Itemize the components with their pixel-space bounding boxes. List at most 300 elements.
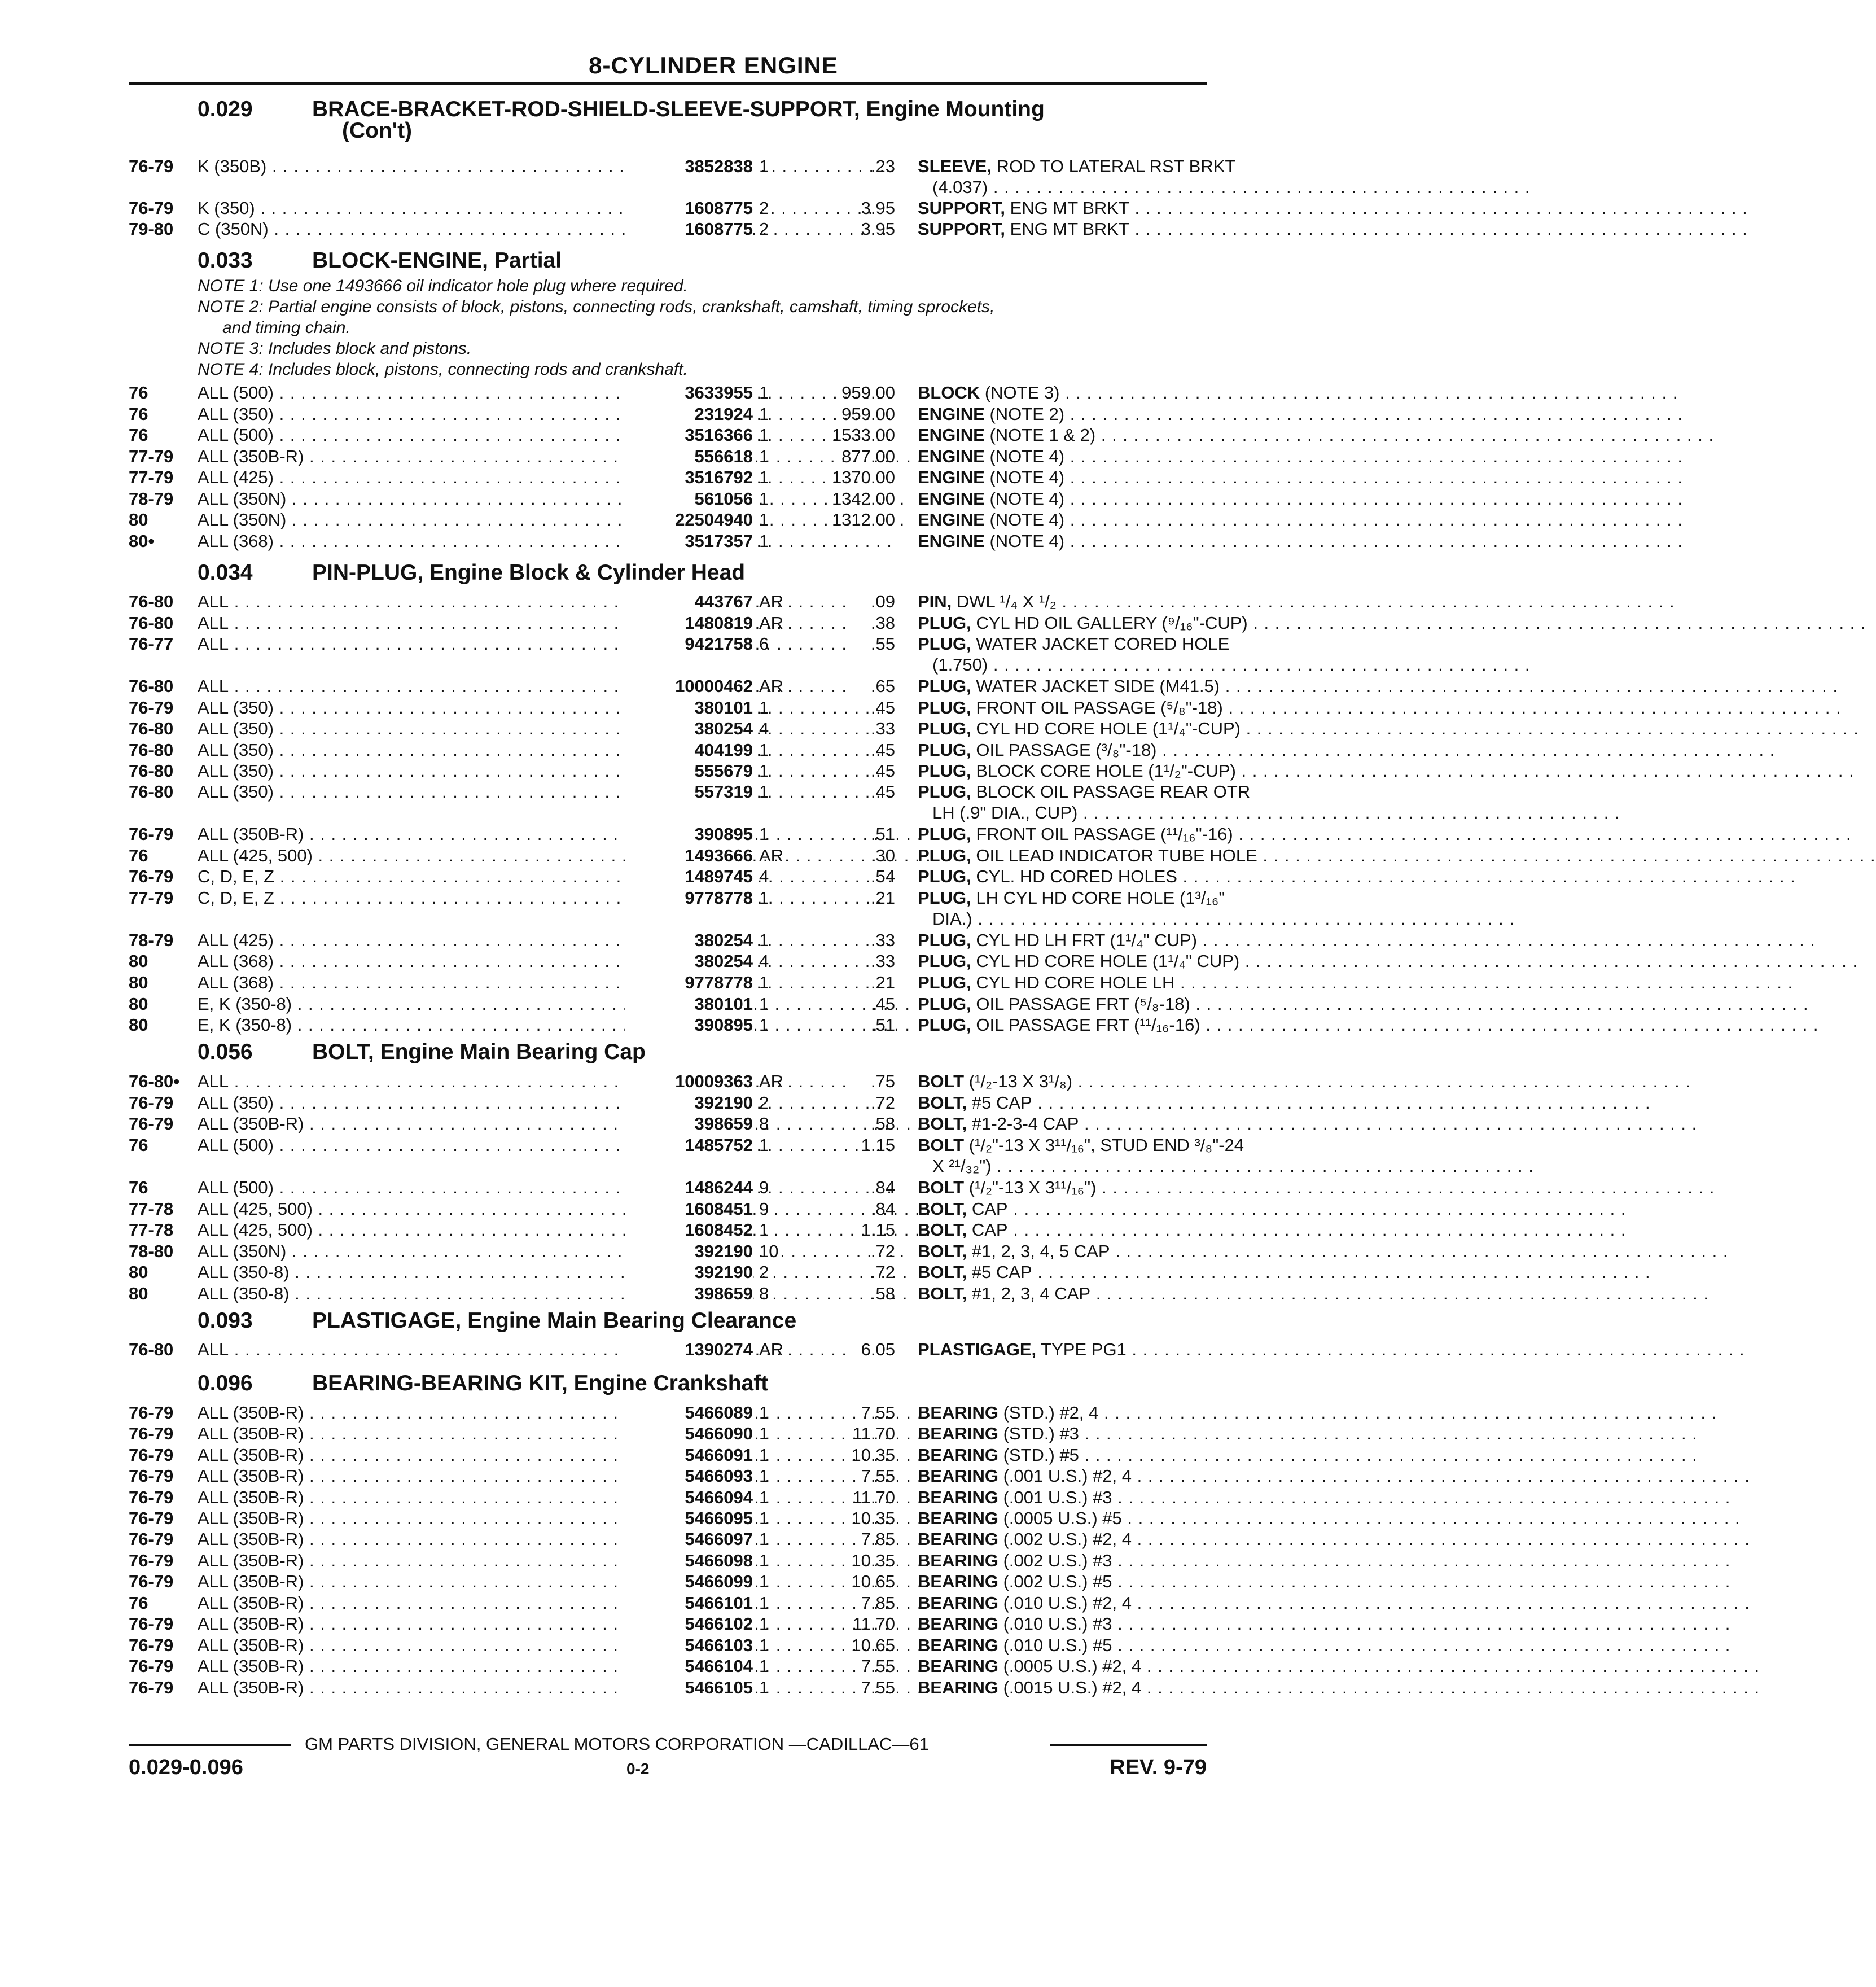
part-description — [918, 994, 1207, 1015]
model-year: 78-79 — [129, 930, 174, 950]
part-number: 380254 — [625, 718, 753, 739]
table-row-continuation — [129, 908, 1207, 930]
table-row — [129, 1198, 1207, 1220]
list-price: .58 — [870, 1284, 895, 1303]
quantity: 8 — [759, 1114, 769, 1133]
model-application: ALL (425, 500) . . . — [198, 1219, 628, 1241]
table-row-continuation — [129, 802, 1207, 824]
part-number: 231924 — [625, 404, 753, 425]
part-name: BEARING — [918, 1551, 998, 1570]
table-row — [129, 951, 1240, 972]
leader-dots — [1129, 219, 1748, 239]
table-row — [129, 1241, 1207, 1262]
footer-corporation: GM PARTS DIVISION, GENERAL MOTORS CORPORATION —CADILLAC—61 — [305, 1734, 929, 1754]
part-number: 392190 — [625, 1262, 753, 1283]
part-number: 5466090 — [625, 1423, 753, 1445]
part-name: PLUG, — [918, 761, 971, 781]
model-year: 80 — [129, 1015, 148, 1035]
part-description — [918, 845, 1257, 866]
table-row — [129, 718, 1241, 739]
quantity: AR — [759, 1071, 784, 1091]
part-number: 9778778 — [625, 972, 753, 994]
leader-dots — [1032, 1262, 1651, 1282]
part-detail: FRONT OIL PASSAGE (¹¹/₁₆"-16) — [971, 824, 1233, 844]
part-description — [918, 156, 1236, 177]
part-number: 404199 — [625, 739, 753, 761]
leader-dots — [1129, 198, 1748, 218]
part-detail: BLOCK OIL PASSAGE REAR OTR — [971, 782, 1251, 802]
footer-rule-right — [1050, 1744, 1207, 1746]
list-price: 1312.00 — [831, 510, 895, 529]
note-2: NOTE 2: Partial engine consists of block, pistons, connecting rods, crankshaft, camshaft, timing sprockets, — [198, 297, 995, 316]
leader-dots — [1132, 1593, 1750, 1613]
part-description — [918, 198, 1207, 219]
part-name: ENGINE — [918, 531, 985, 551]
model-application: ALL (350B-R) . . . — [198, 1550, 628, 1572]
leader-dots — [1241, 719, 1859, 738]
part-name: PLUG, — [918, 613, 971, 633]
part-number: 5466093 — [625, 1465, 753, 1487]
model-application: ALL (350B-R) . . . — [198, 1402, 628, 1424]
part-detail: CYL HD CORE HOLE (1¹/₄"-CUP) — [971, 719, 1241, 738]
quantity: 1 — [759, 1424, 769, 1443]
model-year: 76-77 — [129, 634, 174, 654]
list-price: 11.70 — [852, 1424, 895, 1443]
model-year: 76-80• — [129, 1071, 180, 1091]
part-name: BOLT, — [918, 1284, 967, 1303]
quantity: 2 — [759, 1093, 769, 1113]
model-year: 80 — [129, 1262, 148, 1282]
part-description — [918, 467, 1207, 488]
part-detail: (NOTE 4) — [984, 467, 1065, 487]
table-row — [129, 1014, 1207, 1036]
part-description — [918, 1092, 1207, 1114]
leader-dots — [1072, 1071, 1691, 1091]
section-number: 0.096 — [198, 1371, 253, 1395]
part-number: 5466102 — [625, 1613, 753, 1635]
leader-dots — [1064, 447, 1683, 466]
part-detail: (NOTE 4) — [984, 531, 1065, 551]
section-title: PLASTIGAGE, Engine Main Bearing Clearance — [312, 1308, 797, 1333]
part-detail: WATER JACKET SIDE (M41.5) — [971, 676, 1220, 696]
part-number: 3633955 — [625, 382, 753, 404]
model-year: 76-79 — [129, 1572, 174, 1591]
part-description — [918, 1487, 1207, 1508]
part-name: BOLT, — [918, 1114, 967, 1133]
part-number: 5466094 — [625, 1487, 753, 1508]
section-continued: (Con't) — [342, 119, 413, 143]
table-row — [129, 1487, 1207, 1508]
model-application: ALL (368) . . . — [198, 951, 628, 972]
part-description — [918, 1241, 1207, 1262]
part-number: 380101 — [625, 994, 753, 1015]
leader-dots — [1141, 1656, 1760, 1676]
leader-dots — [1122, 1508, 1741, 1528]
part-number: 5466089 — [625, 1402, 753, 1424]
list-price: 7.55 — [861, 1678, 895, 1697]
model-year: 80 — [129, 510, 148, 529]
section-title: BEARING-BEARING KIT, Engine Crankshaft — [312, 1371, 769, 1395]
model-year: 76-79 — [129, 156, 174, 176]
model-application: ALL (350) . . . — [198, 404, 628, 425]
model-application: ALL (350B-R) . . . — [198, 1423, 628, 1445]
model-year: 76-79 — [129, 1529, 174, 1549]
part-number: 22504940 — [625, 509, 753, 531]
part-description — [918, 1656, 1207, 1677]
part-name: BOLT, — [918, 1093, 967, 1113]
quantity: AR — [759, 613, 784, 633]
part-description — [918, 887, 1225, 909]
list-price: 10.35 — [851, 1445, 895, 1465]
quantity: 10 — [759, 1241, 779, 1261]
model-application: E, K (350-8) . . . — [198, 994, 628, 1015]
section-number: 0.029 — [198, 97, 253, 121]
list-price: .75 — [870, 1071, 895, 1091]
model-year: 77-79 — [129, 447, 174, 466]
part-detail-continued: LH (.9" DIA., CUP) . . . — [932, 802, 1207, 824]
part-detail: FRONT OIL PASSAGE (⁵/₈"-18) — [971, 698, 1223, 717]
section-number: 0.093 — [198, 1308, 253, 1333]
part-name: BEARING — [918, 1635, 998, 1655]
part-detail: (¹/₂"-13 X 3¹¹/₁₆") — [964, 1178, 1097, 1197]
leader-dots — [1079, 1445, 1698, 1465]
quantity: 1 — [759, 930, 769, 950]
table-row — [129, 1592, 1207, 1614]
quantity: 1 — [759, 510, 769, 529]
model-application: ALL (368) . . . — [198, 972, 628, 994]
list-price: .65 — [870, 676, 895, 696]
part-name: SUPPORT, — [918, 219, 1006, 239]
header-rule — [129, 82, 1207, 85]
quantity: 1 — [759, 1015, 769, 1035]
part-number: 5466098 — [625, 1550, 753, 1572]
leader-dots — [1112, 1551, 1731, 1570]
part-detail-continued: DIA.) . . . — [932, 908, 1207, 930]
part-name: BEARING — [918, 1508, 998, 1528]
list-price: .45 — [870, 782, 895, 802]
model-application: ALL . . . — [198, 1339, 628, 1360]
leader-dots — [1032, 1093, 1651, 1113]
list-price: .51 — [870, 824, 895, 844]
leader-dots — [1132, 1466, 1750, 1486]
part-name: BEARING — [918, 1445, 998, 1465]
part-name: PLUG, — [918, 930, 971, 950]
list-price: .72 — [870, 1241, 895, 1261]
table-row — [129, 1613, 1207, 1635]
model-year: 76-79 — [129, 1445, 174, 1465]
part-number: 557319 — [625, 781, 753, 803]
part-description — [918, 218, 1207, 240]
model-application: ALL (350B-R) . . . — [198, 1487, 628, 1508]
table-row — [129, 1339, 1207, 1360]
part-number: 1608775 — [625, 218, 753, 240]
leader-dots — [1132, 1529, 1750, 1549]
part-description — [918, 1071, 1207, 1092]
part-name: BEARING — [918, 1424, 998, 1443]
list-price: .45 — [870, 698, 895, 717]
part-number: 5466095 — [625, 1508, 753, 1529]
part-detail: ENG MT BRKT — [1005, 198, 1129, 218]
model-year: 76-80 — [129, 719, 174, 738]
leader-dots — [1141, 1678, 1760, 1697]
part-description — [918, 509, 1207, 531]
part-name: PLUG, — [918, 824, 971, 844]
list-price: .72 — [870, 1093, 895, 1113]
part-detail: WATER JACKET CORED HOLE — [971, 634, 1230, 654]
part-number: 392190 — [625, 1092, 753, 1114]
part-detail: (.001 U.S.) #3 — [998, 1487, 1112, 1507]
table-row — [129, 424, 1207, 446]
leader-dots — [1098, 1403, 1717, 1423]
section-heading-0034 — [198, 561, 745, 585]
part-detail: OIL PASSAGE (³/₈"-18) — [971, 740, 1157, 760]
table-row-continuation — [129, 1156, 1207, 1177]
part-number: 380101 — [625, 697, 753, 719]
model-application: ALL (350N) . . . — [198, 1241, 628, 1262]
part-detail: OIL PASSAGE FRT (⁵/₈-18) — [971, 994, 1190, 1014]
part-description — [918, 1339, 1207, 1360]
part-description — [918, 1219, 1207, 1241]
part-description — [918, 1198, 1207, 1220]
list-price: 959.00 — [841, 383, 895, 402]
part-number: 380254 — [625, 930, 753, 951]
model-year: 76-80 — [129, 740, 174, 760]
section-heading-0056 — [198, 1040, 646, 1065]
part-number: 5466105 — [625, 1677, 753, 1699]
leader-dots — [1064, 489, 1683, 509]
leader-dots — [1236, 761, 1855, 781]
part-detail: (STD.) #5 — [998, 1445, 1079, 1465]
quantity: 1 — [759, 1487, 769, 1507]
part-description — [918, 1445, 1207, 1466]
table-row — [129, 739, 1207, 761]
quantity: 1 — [759, 425, 769, 445]
part-name: PLUG, — [918, 866, 971, 886]
table-row — [129, 824, 1233, 845]
model-application: ALL (350) . . . — [198, 781, 628, 803]
part-detail-continued: (4.037) . . . — [932, 177, 1207, 198]
list-price: .30 — [870, 846, 895, 865]
table-row — [129, 845, 1257, 866]
list-price: 877.00 — [841, 447, 895, 466]
quantity: 1 — [759, 973, 769, 992]
quantity: 1 — [759, 1614, 769, 1634]
list-price: .33 — [870, 719, 895, 738]
part-description — [918, 930, 1207, 951]
table-row — [129, 676, 1220, 697]
table-row — [129, 887, 1225, 909]
leader-dots — [1112, 1487, 1731, 1507]
model-year: 76 — [129, 383, 148, 402]
model-year: 76 — [129, 425, 148, 445]
list-price: .84 — [870, 1178, 895, 1197]
model-application: ALL (350-8) . . . — [198, 1262, 628, 1283]
leader-dots — [1008, 1199, 1627, 1219]
list-price: .21 — [870, 973, 895, 992]
list-price: 11.70 — [852, 1487, 895, 1507]
part-description — [918, 531, 1207, 552]
part-name: BOLT — [918, 1135, 965, 1155]
list-price: 10.65 — [851, 1572, 895, 1591]
table-row-continuation — [129, 654, 1207, 676]
part-detail: #1-2-3-4 CAP — [967, 1114, 1079, 1133]
quantity: 1 — [759, 1529, 769, 1549]
part-name: ENGINE — [918, 489, 985, 509]
part-description — [918, 1177, 1207, 1198]
part-number: 392190 — [625, 1241, 753, 1262]
part-number: 1485752 — [625, 1135, 753, 1156]
part-number: 1608451 — [625, 1198, 753, 1220]
part-description — [918, 1508, 1207, 1529]
part-number: 556618 — [625, 446, 753, 467]
model-application: ALL (500) . . . — [198, 1135, 628, 1156]
leader-dots — [1064, 404, 1683, 424]
quantity: 9 — [759, 1199, 769, 1219]
part-number: 5466103 — [625, 1635, 753, 1656]
part-name: PLASTIGAGE, — [918, 1340, 1037, 1359]
part-description — [918, 1571, 1207, 1592]
model-year: 80 — [129, 951, 148, 971]
table-row — [129, 1571, 1207, 1592]
part-detail: (.002 U.S.) #2, 4 — [998, 1529, 1132, 1549]
quantity: 4 — [759, 719, 769, 738]
model-application: ALL . . . — [198, 676, 628, 697]
model-year: 79-80 — [129, 219, 174, 239]
leader-dots — [1057, 592, 1675, 611]
part-detail: CAP — [967, 1220, 1008, 1240]
part-number: 561056 — [625, 488, 753, 510]
list-price: 3.95 — [861, 198, 895, 218]
quantity: 1 — [759, 447, 769, 466]
quantity: 1 — [759, 1220, 769, 1240]
model-application: ALL . . . — [198, 633, 628, 655]
leader-dots — [1097, 1178, 1715, 1197]
model-application: ALL (500) . . . — [198, 424, 628, 446]
part-number: 3852838 — [625, 156, 753, 177]
leader-dots — [1090, 1284, 1709, 1303]
quantity: 4 — [759, 951, 769, 971]
leader-dots — [1157, 740, 1776, 760]
part-detail: OIL LEAD INDICATOR TUBE HOLE — [971, 846, 1257, 865]
part-description — [918, 446, 1207, 467]
model-application: ALL (350N) . . . — [198, 488, 628, 510]
list-price: 10.35 — [851, 1508, 895, 1528]
model-year: 76-79 — [129, 698, 174, 717]
table-row — [129, 633, 1230, 655]
part-name: BEARING — [918, 1614, 998, 1634]
list-price: 3.95 — [861, 219, 895, 239]
table-row — [129, 972, 1207, 994]
part-description — [918, 612, 1248, 634]
quantity: 1 — [759, 1678, 769, 1697]
model-application: ALL (350B-R) . . . — [198, 1445, 628, 1466]
part-name: PLUG, — [918, 634, 971, 654]
part-detail: TYPE PG1 — [1036, 1340, 1127, 1359]
table-row — [129, 994, 1207, 1015]
model-application: ALL (350B-R) . . . — [198, 1635, 628, 1656]
model-year: 76-79 — [129, 1635, 174, 1655]
list-price: .09 — [870, 592, 895, 611]
model-application: E, K (350-8) . . . — [198, 1014, 628, 1036]
leader-dots — [1220, 676, 1838, 696]
leader-dots — [1177, 866, 1796, 886]
list-price: 7.85 — [861, 1529, 895, 1549]
part-name: PLUG, — [918, 1015, 971, 1035]
part-detail: CYL HD CORE HOLE LH — [971, 973, 1175, 992]
part-detail: (.002 U.S.) #5 — [998, 1572, 1112, 1591]
model-year: 76-79 — [129, 1551, 174, 1570]
part-description — [918, 1465, 1207, 1487]
part-number: 380254 — [625, 951, 753, 972]
footer-page-number: 0-2 — [626, 1760, 650, 1778]
note-3: NOTE 3: Includes block and pistons. — [198, 339, 472, 358]
part-detail: (.002 U.S.) #3 — [998, 1551, 1112, 1570]
part-number: 390895 — [625, 1014, 753, 1036]
quantity: 1 — [759, 383, 769, 402]
model-application: ALL (425) . . . — [198, 930, 628, 951]
model-application: ALL (350B-R) . . . — [198, 1113, 628, 1135]
model-year: 76-79 — [129, 1403, 174, 1423]
part-detail: (NOTE 2) — [984, 404, 1065, 424]
model-application: ALL (500) . . . — [198, 382, 628, 404]
model-year: 77-79 — [129, 888, 174, 908]
model-application: ALL (350B-R) . . . — [198, 824, 628, 845]
model-year: 77-79 — [129, 467, 174, 487]
part-number: 1489745 — [625, 866, 753, 887]
part-number: 1390274 — [625, 1339, 753, 1360]
quantity: 8 — [759, 1284, 769, 1303]
quantity: 1 — [759, 1466, 769, 1486]
part-detail: BLOCK CORE HOLE (1¹/₂"-CUP) — [971, 761, 1236, 781]
list-price: .84 — [870, 1199, 895, 1219]
leader-dots — [1257, 846, 1876, 865]
footer-revision: REV. 9-79 — [1110, 1756, 1207, 1779]
model-year: 76-80 — [129, 613, 174, 633]
model-year: 80 — [129, 1284, 148, 1303]
model-year: 76 — [129, 1178, 148, 1197]
part-detail: #1, 2, 3, 4, 5 CAP — [967, 1241, 1110, 1261]
model-application: K (350) . . . — [198, 198, 628, 219]
table-row — [129, 1508, 1207, 1529]
part-name: BOLT — [918, 1071, 965, 1091]
table-row — [129, 218, 1207, 240]
table-row — [129, 1677, 1207, 1699]
model-year: 76 — [129, 1135, 148, 1155]
model-application: ALL (350) . . . — [198, 739, 628, 761]
quantity: 1 — [759, 467, 769, 487]
part-name: BOLT, — [918, 1220, 967, 1240]
note-4: NOTE 4: Includes block, pistons, connecting rods and crankshaft. — [198, 360, 688, 379]
part-detail: (NOTE 4) — [984, 510, 1065, 529]
note-2-cont: and timing chain. — [222, 318, 350, 337]
table-row — [129, 509, 1207, 531]
part-detail: (STD.) #3 — [998, 1424, 1079, 1443]
model-year: 80 — [129, 994, 148, 1014]
table-row — [129, 198, 1207, 219]
quantity: AR — [759, 1340, 784, 1359]
list-price: 1533.00 — [831, 425, 895, 445]
part-number: 390895 — [625, 824, 753, 845]
part-number: 555679 — [625, 760, 753, 782]
model-application: ALL (350B-R) . . . — [198, 1592, 628, 1614]
part-name: PLUG, — [918, 676, 971, 696]
leader-dots — [1064, 467, 1683, 487]
part-number: 443767 — [625, 591, 753, 612]
leader-dots — [1059, 383, 1678, 402]
table-row — [129, 866, 1207, 887]
model-year: 80• — [129, 531, 155, 551]
model-application: ALL (350) . . . — [198, 697, 628, 719]
